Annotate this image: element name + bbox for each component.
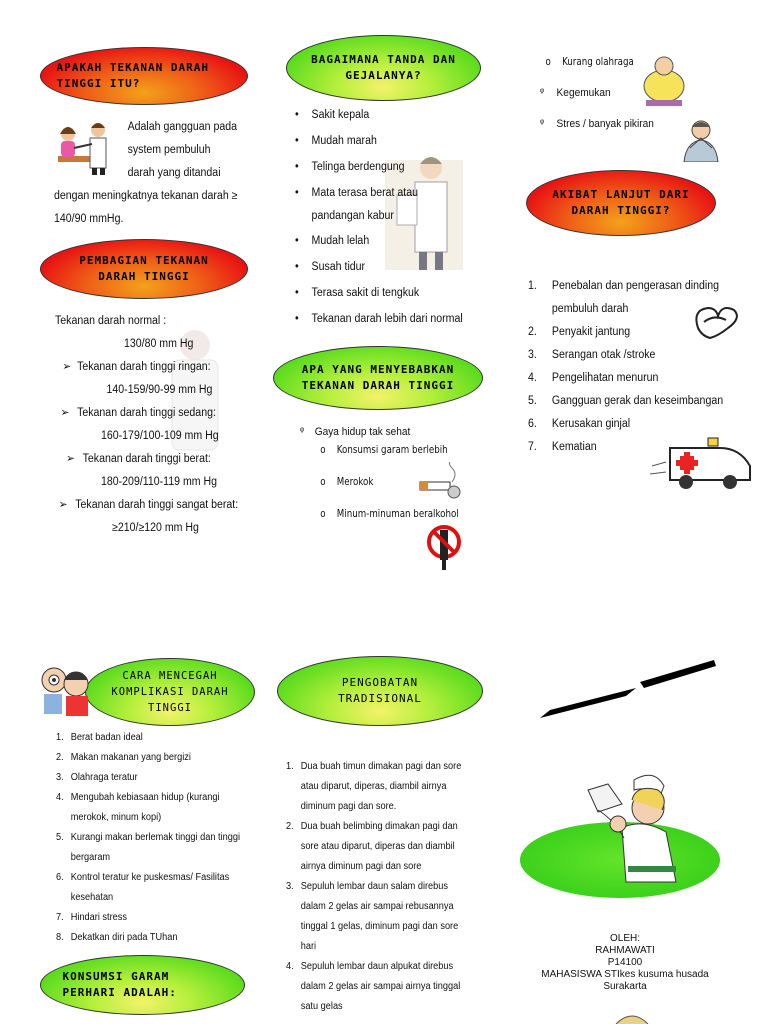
remedy-line: diminum pagi dan sore. <box>300 801 397 812</box>
symptom-item: Mudah lelah <box>311 235 370 247</box>
item-number: 2. <box>528 326 537 338</box>
heading-salt-intake <box>40 955 245 1015</box>
prevention-item: kesehatan <box>70 892 114 903</box>
item-number <box>528 298 552 321</box>
cause-sub-item: Konsumsi garam berlebih <box>336 444 448 456</box>
prevention-item: Kontrol teratur ke puskesmas/ Fasilitas <box>70 872 230 883</box>
heading-text: PEMBAGIAN TEKANAN DARAH TINGGI <box>79 254 209 283</box>
prevention-item: Olahraga teratur <box>70 772 138 783</box>
item-number: 7. <box>528 441 537 453</box>
item-number: 5. <box>528 395 537 407</box>
remedy-line: hari <box>300 941 317 952</box>
def-line: dengan meningkatnya tekanan darah ≥ <box>54 190 238 202</box>
prevention-item: bergaram <box>70 852 111 863</box>
symptom-item: Mata terasa berat atau <box>311 187 419 199</box>
cause-item: Gaya hidup tak sehat <box>314 426 411 438</box>
remedy-line: sore atau diparut, diperas dan diambil <box>300 841 455 852</box>
author-by-label: OLEH: <box>609 933 640 944</box>
heading-what-is-hypertension <box>40 47 248 105</box>
remedy-line: Sepuluh lembar daun alpukat direbus <box>300 961 454 972</box>
heading-text: APAKAH TEKANAN DARAH TINGGI ITU? <box>56 61 209 90</box>
cause-list: ᵠ Gaya hidup tak sehat o Konsumsi garam berlebih o Merokok o Minum-minuman beralkohol <box>300 426 459 520</box>
remedy-line: dalam 2 gelas air sampai airnya tinggal <box>300 981 461 992</box>
item-number <box>286 937 301 957</box>
complication-item: Kerusakan ginjal <box>551 418 631 430</box>
cause-item: Kegemukan <box>556 87 611 99</box>
heading-causes <box>273 346 483 410</box>
complication-item: pembuluh darah <box>551 303 629 315</box>
heading-text: AKIBAT LANJUT DARI DARAH TINGGI? <box>552 188 690 217</box>
symptom-item: Sakit kepala <box>311 109 370 121</box>
cause-item: Stres / banyak pikiran <box>556 118 654 130</box>
prevention-item: Kurangi makan berlemak tinggi dan tinggi <box>70 832 240 843</box>
item-number: 3. <box>286 881 294 892</box>
remedy-line: Dua buah belimbing dimakan pagi dan <box>300 821 458 832</box>
complication-item: Penyakit jantung <box>551 326 631 338</box>
prevention-item: Berat badan ideal <box>70 732 143 743</box>
cause-sub-item: Kurang olahraga <box>562 56 634 68</box>
complication-item: Pengelihatan menurun <box>551 372 659 384</box>
remedy-list <box>286 757 470 1017</box>
class-line: Tekanan darah tinggi berat: <box>82 453 211 465</box>
class-line: 130/80 mm Hg <box>124 338 194 350</box>
decorative-stripes <box>540 660 720 720</box>
class-line: 140-159/90-99 mm Hg <box>106 384 213 396</box>
item-number <box>286 977 301 997</box>
prevention-item: Dekatkan diri pada TUhan <box>70 932 178 943</box>
item-number: 2. <box>286 821 294 832</box>
class-line: Tekanan darah normal : <box>55 315 167 327</box>
item-number <box>56 888 71 908</box>
remedy-line: Dua buah timun dimakan pagi dan sore <box>300 761 462 772</box>
item-number: 4. <box>528 372 537 384</box>
prevention-item: Hindari stress <box>70 912 127 923</box>
class-line: ≥210/≥120 mm Hg <box>112 522 199 534</box>
heading-text: PENGOBATAN TRADISIONAL <box>338 676 422 705</box>
remedy-line: tinggal 1 gelas, diminum pagi dan sore <box>300 921 459 932</box>
remedy-line: airnya diminum pagi dan sore <box>300 861 422 872</box>
prevention-list <box>56 728 258 948</box>
heading-text: CARA MENCEGAH KOMPLIKASI DARAH TINGGI <box>111 670 229 714</box>
remedy-line: Sepuluh lembar daun salam direbus <box>300 881 449 892</box>
class-line: 160-179/100-109 mm Hg <box>101 430 219 442</box>
prevention-item: merokok, minum kopi) <box>70 812 162 823</box>
item-number <box>56 808 71 828</box>
class-line: Tekanan darah tinggi ringan: <box>77 361 211 373</box>
class-line: Tekanan darah tinggi sedang: <box>77 407 216 419</box>
item-number <box>286 897 301 917</box>
classification-list: Tekanan darah normal : 130/80 mm Hg ➢ Tekanan darah tinggi ringan: 140-159/90-99 mm Hg ➢ Tekanan darah tinggi sedang: 160-179/100-109 mm Hg ➢ Tekanan darah tinggi berat: 180-209/110-119 mm Hg ➢ Tekanan darah tinggi sangat berat: ≥210/≥120 mm Hg <box>55 310 248 540</box>
def-line: Adalah gangguan pada <box>127 121 238 133</box>
author-id: P14100 <box>607 957 643 968</box>
item-number: 6. <box>56 872 64 883</box>
heart-icon <box>690 300 742 340</box>
no-alcohol-icon <box>424 524 464 570</box>
item-number <box>56 848 71 868</box>
item-number <box>286 917 301 937</box>
author-city: Surakarta <box>603 981 647 992</box>
prevention-item: Makan makanan yang bergizi <box>70 752 191 763</box>
item-number: 1. <box>528 280 537 292</box>
item-number <box>286 857 301 877</box>
def-line: 140/90 mmHg. <box>54 213 124 225</box>
cause-sub-item: Minum-minuman beralkohol <box>336 508 459 520</box>
ambulance-icon <box>650 428 760 494</box>
remedy-line: dalam 2 gelas air sampai rebusannya <box>300 901 454 912</box>
item-number: 3. <box>56 772 64 783</box>
item-number: 7. <box>56 912 64 923</box>
stressed-man-icon <box>680 118 722 162</box>
heading-traditional-treatment <box>277 656 483 726</box>
item-number: 8. <box>56 932 64 943</box>
item-number: 1. <box>56 732 64 743</box>
complication-item: Kematian <box>551 441 597 453</box>
item-number: 5. <box>56 832 64 843</box>
prevention-item: Mengubah kebiasaan hidup (kurangi <box>70 792 220 803</box>
remedy-line: atau diparut, diperas, diambil airnya <box>300 781 447 792</box>
cigarette-icon <box>414 462 464 502</box>
item-number: 6. <box>528 418 537 430</box>
complication-item: Penebalan dan pengerasan dinding <box>551 280 720 292</box>
symptom-item: pandangan kabur <box>311 210 394 222</box>
remedy-line: satu gelas <box>300 1001 343 1012</box>
nurse-icon <box>578 770 688 885</box>
def-line: darah yang ditandai <box>127 167 221 179</box>
item-number: 3. <box>528 349 537 361</box>
item-number: 1. <box>286 761 294 772</box>
class-line: Tekanan darah tinggi sangat berat: <box>75 499 239 511</box>
symptom-item: Tekanan darah lebih dari normal <box>311 313 463 325</box>
class-line: 180-209/110-119 mm Hg <box>101 476 218 488</box>
definition-text <box>54 116 252 231</box>
item-number: 4. <box>286 961 294 972</box>
item-number <box>286 837 301 857</box>
heading-text: KONSUMSI GARAM PERHARI ADALAH: <box>62 970 177 999</box>
item-number <box>286 997 301 1017</box>
def-line: system pembuluh <box>127 144 211 156</box>
item-number: 2. <box>56 752 64 763</box>
heading-prevention <box>85 658 255 726</box>
heading-classification <box>40 239 248 299</box>
item-number <box>286 797 301 817</box>
symptom-item: Telinga berdengung <box>311 161 405 173</box>
fat-person-icon <box>636 52 694 110</box>
symptom-list: • Sakit kepala • Mudah marah • Telinga berdengung • Mata terasa berat atau pandangan kabur • Mudah lelah • Susah tidur • Terasa sakit di tengkuk • Tekanan darah lebih dari normal <box>295 104 470 331</box>
heading-complications <box>526 170 716 236</box>
cause-continued: o Kurang olahraga ᵠ Kegemukan ᵠ Stres / banyak pikiran <box>540 56 654 130</box>
heading-text: APA YANG MENYEBABKAN TEKANAN DARAH TINGGI <box>301 363 455 392</box>
symptom-item: Terasa sakit di tengkuk <box>311 287 420 299</box>
item-number: 4. <box>56 792 64 803</box>
symptom-item: Susah tidur <box>311 261 366 273</box>
cause-sub-item: Merokok <box>336 476 374 488</box>
symptom-item: Mudah marah <box>311 135 377 147</box>
complication-item: Gangguan gerak dan keseimbangan <box>551 395 724 407</box>
complication-item: Serangan otak /stroke <box>551 349 656 361</box>
item-number <box>286 777 301 797</box>
author-name: RAHMAWATI <box>595 945 655 956</box>
kids-icon <box>38 662 94 718</box>
heading-text: BAGAIMANA TANDA DAN GEJALANYA? <box>311 53 456 82</box>
author-block <box>540 933 710 993</box>
bottom-emblem-icon <box>612 1012 652 1024</box>
author-institution: MAHASISWA STIkes kusuma husada <box>541 969 709 980</box>
heading-symptoms <box>286 35 481 101</box>
